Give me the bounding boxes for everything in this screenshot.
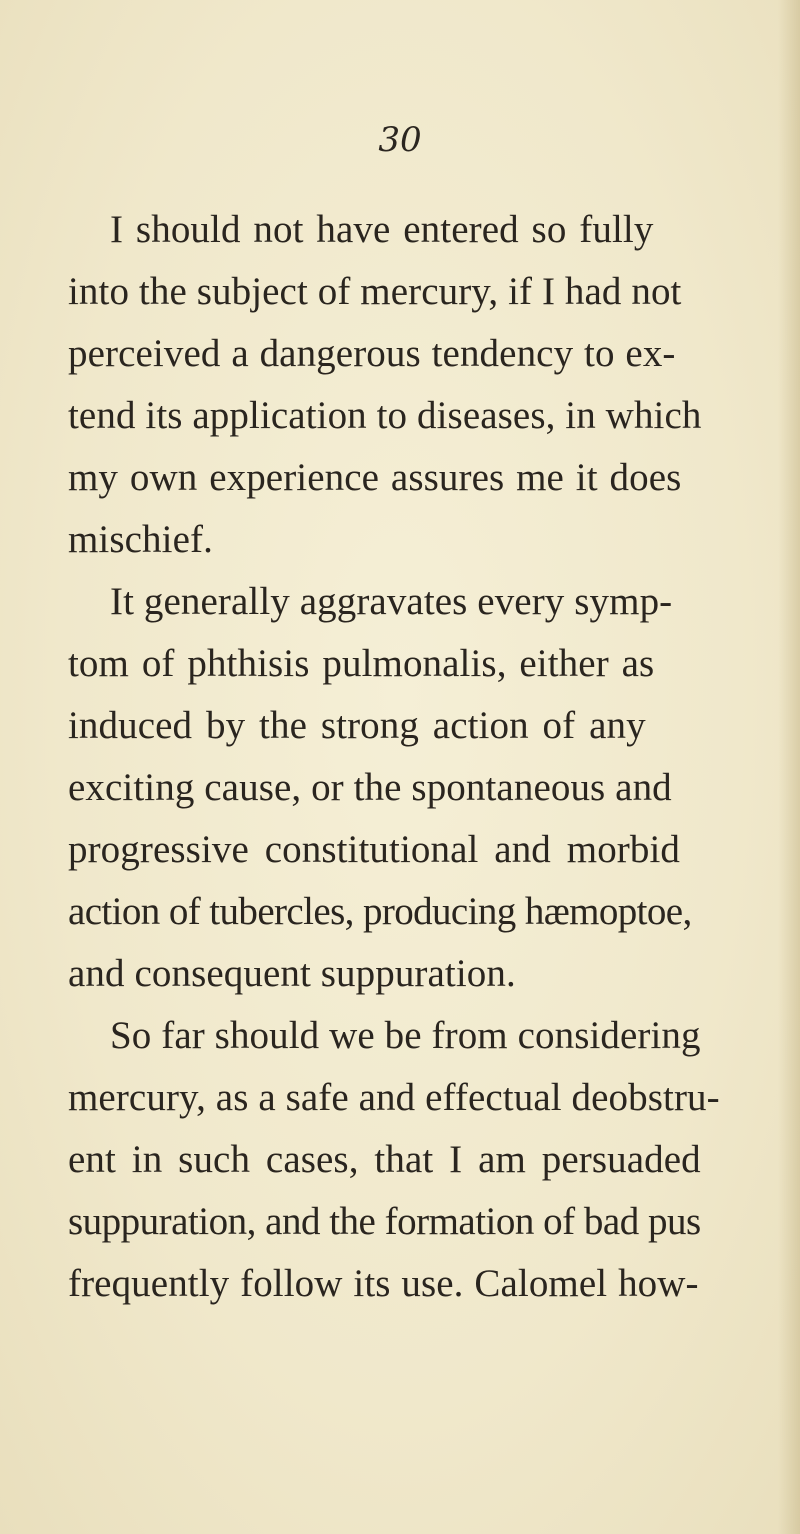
text-line: mischief. [68, 518, 213, 561]
text-line: perceived a dangerous tendency to ex- [68, 332, 676, 375]
text-line: ent in such cases, that I am persuaded [68, 1138, 701, 1181]
text-line: progressive constitutional and morbid [68, 828, 681, 871]
text-line: tom of phthisis pulmonalis, either as [68, 642, 655, 685]
text-line: exciting cause, or the spontaneous and [68, 766, 672, 809]
text-line: into the subject of mercury, if I had not [68, 270, 682, 313]
text-line: frequently follow its use. Calomel how- [68, 1262, 699, 1305]
page-number: 30 [378, 120, 422, 160]
text-line: induced by the strong action of any [68, 704, 646, 747]
text-line: tend its application to diseases, in which [68, 394, 702, 437]
text-line: and consequent suppuration. [68, 952, 516, 995]
text-line: I should not have entered so fully [110, 208, 654, 251]
text-line: suppuration, and the formation of bad pus [68, 1200, 701, 1243]
text-line: mercury, as a safe and effectual deobstru- [68, 1076, 720, 1119]
text-line: So far should we be from considering [110, 1014, 701, 1057]
text-line: my own experience assures me it does [68, 456, 682, 499]
page-edge-shadow [778, 0, 800, 1534]
text-line: action of tubercles, producing hæmoptoe, [68, 890, 692, 933]
text-line: It generally aggravates every symp- [110, 580, 673, 623]
